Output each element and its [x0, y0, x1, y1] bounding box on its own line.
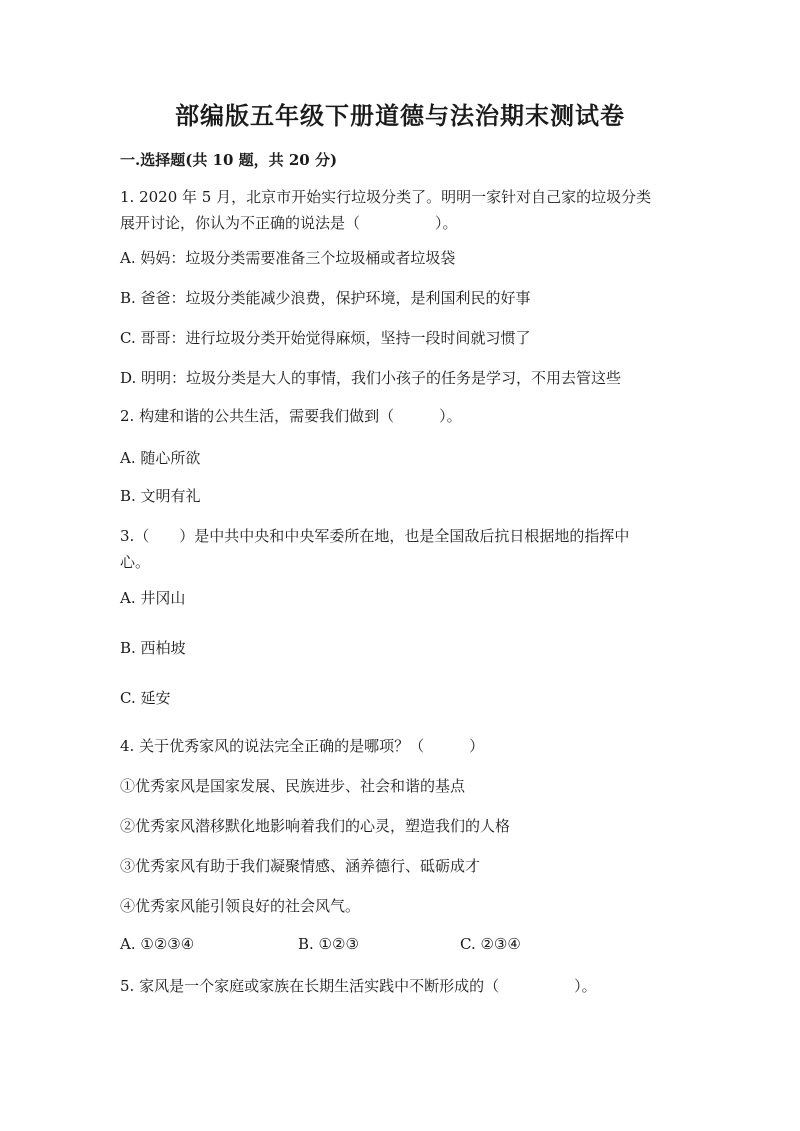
question-4-option-b: B. ①②③ [298, 935, 359, 953]
question-4-statement-2: ②优秀家风潜移默化地影响着我们的心灵，塑造我们的人格 [120, 817, 511, 835]
question-3-option-b: B. 西柏坡 [120, 639, 186, 657]
question-3-option-a: A. 井冈山 [120, 589, 186, 607]
question-4-statement-1: ①优秀家风是国家发展、民族进步、社会和谐的基点 [120, 777, 466, 795]
question-1-stem-line-2: 展开讨论，你认为不正确的说法是（ ）。 [120, 214, 458, 232]
question-1-option-c: C. 哥哥：进行垃圾分类开始觉得麻烦，坚持一段时间就习惯了 [120, 329, 531, 347]
question-5-stem: 5. 家风是一个家庭或家族在长期生活实践中不断形成的（ ）。 [120, 977, 597, 995]
question-4-option-a: A. ①②③④ [120, 935, 195, 953]
question-2-option-b: B. 文明有礼 [120, 487, 201, 505]
question-1-option-b: B. 爸爸：垃圾分类能减少浪费，保护环境，是利国利民的好事 [120, 289, 531, 307]
question-3-stem-line-1: 3.（ ）是中共中央和中央军委所在地，也是全国敌后抗日根据地的指挥中 [120, 527, 630, 545]
page-title: 部编版五年级下册道德与法治期末测试卷 [175, 101, 625, 130]
question-1-option-a: A. 妈妈：垃圾分类需要准备三个垃圾桶或者垃圾袋 [120, 249, 456, 267]
question-4-statement-4: ④优秀家风能引领良好的社会风气。 [120, 897, 361, 915]
question-3-option-c: C. 延安 [120, 689, 171, 707]
question-2-stem: 2. 构建和谐的公共生活，需要我们做到（ ）。 [120, 407, 462, 425]
question-1-option-d: D. 明明：垃圾分类是大人的事情，我们小孩子的任务是学习，不用去管这些 [120, 369, 622, 387]
question-4-option-c: C. ②③④ [460, 935, 521, 953]
question-1-stem-line-1: 1. 2020 年 5 月，北京市开始实行垃圾分类了。明明一家针对自己家的垃圾分类 [120, 188, 652, 206]
question-4-statement-3: ③优秀家风有助于我们凝聚情感、涵养德行、砥砺成才 [120, 857, 481, 875]
question-3-stem-line-2: 心。 [120, 553, 151, 571]
question-2-option-a: A. 随心所欲 [120, 449, 201, 467]
question-4-stem: 4. 关于优秀家风的说法完全正确的是哪项？（ ） [120, 737, 485, 755]
section-heading: 一.选择题(共 10 题，共 20 分) [120, 151, 338, 169]
